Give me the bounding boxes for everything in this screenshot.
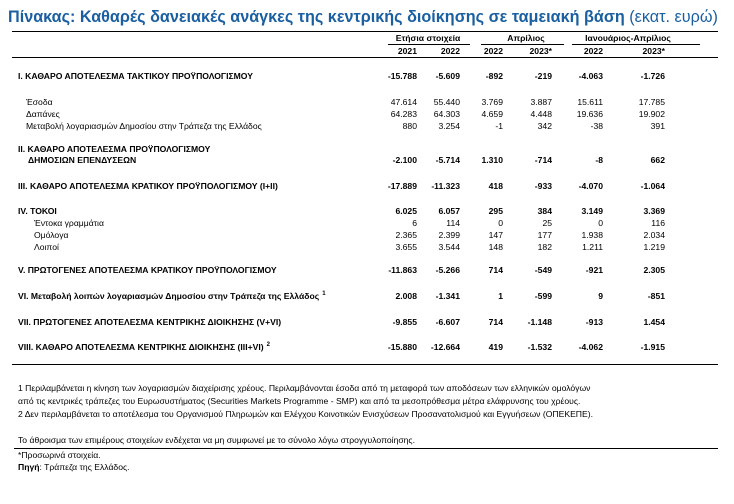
footnote-2: 2 Δεν περιλαμβάνεται το αποτέλεσμα του Οργανισμού Πληρωμών και Ελέγχου Κοινοτικών Ενισχύσεων Προσανατολισμού και Εγγυήσεων (ΟΠΕΚΕΠΕ).: [18, 409, 593, 419]
footnote-1: 1 Περιλαμβάνεται η κίνηση των λογαριασμών διαχείρισης χρέους. Περιλαμβάνονται έσοδα από τη μεταφορά των αποδόσεων των ελληνικών ομολόγων: [18, 383, 591, 393]
table-cell: -5.609: [435, 71, 460, 81]
table-cell: -549: [534, 265, 552, 275]
header-group-april: Απρίλιος: [507, 33, 545, 43]
table-cell: 2.365: [395, 230, 417, 240]
table-cell: 177: [537, 230, 552, 240]
table-cell: 3.887: [530, 97, 552, 107]
table-cell: -933: [534, 181, 552, 191]
table-cell: 3.544: [438, 242, 460, 252]
row-label: VII. ΠΡΩΤΟΓΕΝΕΣ ΑΠΟΤΕΛΕΣΜΑ ΚΕΝΤΡΙΚΗΣ ΔΙΟΙΚΗΣΗΣ (V+VI): [18, 317, 282, 327]
row-label: V. ΠΡΩΤΟΓΕΝΕΣ ΑΠΟΤΕΛΕΣΜΑ ΚΡΑΤΙΚΟΥ ΠΡΟΫΠΟΛΟΓΙΣΜΟΥ: [18, 265, 277, 275]
table-cell: 2.399: [438, 230, 460, 240]
footnote-separator: [14, 448, 718, 449]
header-bottom-rule: [12, 57, 718, 58]
table-cell: -9.855: [392, 317, 417, 327]
table-cell: 1: [498, 291, 503, 301]
table-cell: -4.063: [578, 71, 603, 81]
table-cell: -1: [495, 121, 503, 131]
footnote-1-cont: από τις κεντρικές τράπεζες του Ευρωσυστήματος (Securities Markets Programme - SMP) και από τα μεσοπρόθεσμα μέτρα ελάφρυνσης του χρέους.: [18, 396, 581, 406]
table-cell: 2.305: [643, 265, 665, 275]
table-cell: 295: [488, 206, 503, 216]
table-cell: 47.614: [390, 97, 417, 107]
table-cell: -921: [585, 265, 603, 275]
table-top-rule: [12, 31, 718, 32]
table-cell: 1.211: [582, 242, 603, 252]
table-cell: -15.880: [387, 342, 417, 352]
table-cell: 418: [488, 181, 503, 191]
table-cell: -12.664: [430, 342, 460, 352]
header-underline-jan-apr: [572, 44, 700, 45]
header-underline-april: [481, 44, 564, 45]
table-cell: 19.636: [576, 109, 603, 119]
table-cell: 419: [488, 342, 503, 352]
header-group-jan-apr: Ιανουάριος-Απρίλιος: [585, 33, 671, 43]
table-cell: -4.062: [578, 342, 603, 352]
table-cell: -38: [590, 121, 603, 131]
table-cell: 0: [598, 218, 603, 228]
table-cell: 4.659: [481, 109, 503, 119]
table-cell: -1.341: [435, 291, 460, 301]
row-label: Δαπάνες: [26, 109, 60, 119]
table-cell: -11.863: [388, 265, 417, 275]
table-cell: 880: [402, 121, 417, 131]
table-cell: 3.369: [643, 206, 665, 216]
table-cell: -599: [534, 291, 552, 301]
table-cell: -4.070: [578, 181, 603, 191]
page-title: Πίνακας: Καθαρές δανειακές ανάγκες της κεντρικής διοίκησης σε ταμειακή βάση (εκατ. ευρώ): [8, 8, 718, 26]
table-cell: -219: [534, 71, 552, 81]
row-label: ΔΗΜΟΣΙΩΝ ΕΠΕΝΔΥΣΕΩΝ: [28, 155, 137, 165]
provisional-note: *Προσωρινά στοιχεία.: [18, 450, 101, 460]
table-cell: 2.008: [395, 291, 417, 301]
table-cell: 1.938: [581, 230, 603, 240]
row-label: Έντοκα γραμμάτια: [34, 218, 104, 228]
table-cell: -15.788: [387, 71, 417, 81]
row-label: VIII. ΚΑΘΑΡΟ ΑΠΟΤΕΛΕΣΜΑ ΚΕΝΤΡΙΚΗΣ ΔΙΟΙΚΗΣΗΣ (III+VI) $^2$: [18, 342, 270, 352]
table-cell: 3.149: [581, 206, 603, 216]
table-cell: 0: [498, 218, 503, 228]
table-cell: -5.714: [435, 155, 460, 165]
row-label: Ομόλογα: [34, 230, 69, 240]
table-cell: 147: [488, 230, 503, 240]
table-cell: -5.266: [435, 265, 460, 275]
table-cell: -1.726: [640, 71, 665, 81]
table-cell: 64.303: [433, 109, 460, 119]
rounding-note: Το άθροισμα των επιμέρους στοιχείων ενδέχεται να μη συμφωνεί με το σύνολο λόγω στρογγυλοποίησης.: [18, 435, 415, 445]
header-year: 2021: [397, 46, 417, 56]
table-cell: 3.254: [438, 121, 460, 131]
source-label: Πηγή: [18, 462, 40, 472]
table-cell: 342: [537, 121, 552, 131]
row-label: I. ΚΑΘΑΡΟ ΑΠΟΤΕΛΕΣΜΑ ΤΑΚΤΙΚΟΥ ΠΡΟΫΠΟΛΟΓΙΣΜΟΥ: [18, 71, 253, 81]
table-cell: 114: [446, 218, 460, 228]
table-cell: -17.889: [387, 181, 417, 191]
table-cell: 9: [598, 291, 603, 301]
table-cell: 17.785: [638, 97, 665, 107]
table-bottom-rule: [12, 364, 718, 365]
table-cell: -6.607: [435, 317, 460, 327]
table-cell: -8: [595, 155, 603, 165]
table-cell: 64.283: [390, 109, 417, 119]
table-cell: -1.064: [640, 181, 665, 191]
header-group-annual: Ετήσια στοιχεία: [395, 33, 461, 43]
source-note: [18, 462, 130, 472]
table-cell: 1.454: [643, 317, 665, 327]
header-underline-annual: [388, 44, 470, 45]
row-label: IV. ΤΟΚΟΙ: [18, 206, 57, 216]
row-label: Λοιποί: [34, 242, 59, 252]
table-cell: 1.219: [643, 242, 665, 252]
source-text: : Τράπεζα της Ελλάδος.: [39, 462, 130, 472]
row-label: II. ΚΑΘΑΡΟ ΑΠΟΤΕΛΕΣΜΑ ΠΡΟΫΠΟΛΟΓΙΣΜΟΥ: [18, 144, 211, 154]
table-cell: -913: [585, 317, 603, 327]
table-cell: 182: [537, 242, 552, 252]
table-cell: -851: [647, 291, 665, 301]
table-cell: 384: [537, 206, 552, 216]
table-cell: 148: [488, 242, 503, 252]
table-cell: 15.611: [577, 97, 603, 107]
header-year: 2022: [583, 46, 603, 56]
table-cell: -1.532: [527, 342, 552, 352]
header-year: 2023*: [529, 46, 552, 56]
table-cell: 19.902: [638, 109, 665, 119]
table-cell: 2.034: [643, 230, 665, 240]
row-label: VI. Μεταβολή λοιπών λογαριασμών Δημοσίου στην Τράπεζα της Ελλάδος $^1$: [18, 291, 326, 301]
table-cell: -1.915: [640, 342, 665, 352]
table-cell: 714: [488, 265, 503, 275]
row-label: III. ΚΑΘΑΡΟ ΑΠΟΤΕΛΕΣΜΑ ΚΡΑΤΙΚΟΥ ΠΡΟΫΠΟΛΟΓΙΣΜΟΥ (I+II): [18, 181, 278, 191]
row-label: Έσοδα: [26, 97, 53, 107]
row-label: Μεταβολή λογαριασμών Δημοσίου στην Τράπεζα της Ελλάδος: [26, 121, 262, 131]
table-cell: 55.440: [433, 97, 460, 107]
table-cell: 6.025: [395, 206, 417, 216]
table-cell: 3.655: [395, 242, 417, 252]
table-cell: -714: [534, 155, 552, 165]
table-cell: -1.148: [527, 317, 552, 327]
table-cell: 391: [650, 121, 665, 131]
header-year: 2022: [440, 46, 460, 56]
table-cell: 25: [542, 218, 552, 228]
table-cell: 6: [412, 218, 417, 228]
table-cell: 1.310: [481, 155, 503, 165]
table-cell: 662: [650, 155, 665, 165]
table-cell: -2.100: [392, 155, 417, 165]
header-year: 2022: [483, 46, 503, 56]
header-year: 2023*: [642, 46, 665, 56]
table-cell: 4.448: [530, 109, 552, 119]
table-cell: 714: [488, 317, 503, 327]
table-cell: 116: [651, 218, 665, 228]
table-cell: -892: [485, 71, 503, 81]
table-cell: -11.323: [431, 181, 460, 191]
table-cell: 6.057: [438, 206, 460, 216]
table-cell: 3.769: [481, 97, 503, 107]
